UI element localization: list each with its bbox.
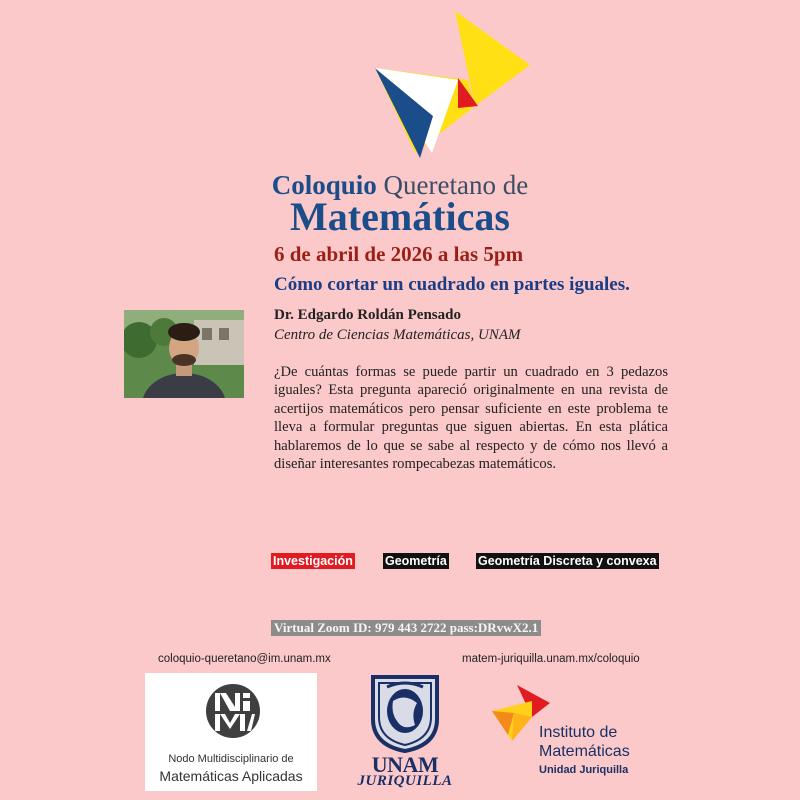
contact-website[interactable]: matem-juriquilla.unam.mx/coloquio xyxy=(462,653,640,665)
tag-geometria: Geometría xyxy=(385,554,447,568)
header-title-main: Matemáticas xyxy=(290,194,510,239)
contact-email[interactable]: coloquio-queretano@im.unam.mx xyxy=(158,653,331,665)
speaker-name: Dr. Edgardo Roldán Pensado xyxy=(274,307,461,323)
talk-title: Cómo cortar un cuadrado en partes iguales. xyxy=(274,274,630,295)
im-line3: Unidad Juriquilla xyxy=(539,764,629,776)
nodo-line1: Nodo Multidisciplinario de xyxy=(168,753,294,765)
unam-label: UNAM xyxy=(371,752,439,777)
nodo-logo xyxy=(145,673,317,791)
speaker-affiliation: Centro de Ciencias Matemáticas, UNAM xyxy=(274,327,521,343)
zoom-info: Virtual Zoom ID: 979 443 2722 pass:DRvwX2.1 xyxy=(271,620,541,636)
im-line2: Matemáticas xyxy=(539,743,630,760)
nodo-mark-icon xyxy=(205,681,261,741)
event-date: 6 de abril de 2026 a las 5pm xyxy=(274,242,524,266)
speaker-photo xyxy=(124,310,244,398)
tag-geometria-discreta: Geometría Discreta y convexa xyxy=(478,554,657,568)
juriquilla-label: JURIQUILLA xyxy=(357,773,453,789)
unam-crest xyxy=(367,673,443,753)
talk-abstract: ¿De cuántas formas se puede partir un cuadrado en 3 pedazos iguales? Esta pregunta apareció originalmente en una revista de acertijos matemáticos pero pensar suficiente en este problema te lleva a formular preguntas que siguen abiertas. En esta plática hablaremos de lo que se sabe al respecto y de cómo nos llevó a diseñar interesantes rompecabezas matemáticos. xyxy=(274,364,668,473)
tag-investigacion: Investigación xyxy=(273,554,353,568)
im-line1: Instituto de xyxy=(539,724,618,741)
nodo-line2: Matemáticas Aplicadas xyxy=(159,768,303,784)
header-title-rest: Queretano de xyxy=(383,170,529,200)
colloquium-triangles-logo xyxy=(360,8,540,168)
header-title-bold: Coloquio xyxy=(271,170,377,200)
